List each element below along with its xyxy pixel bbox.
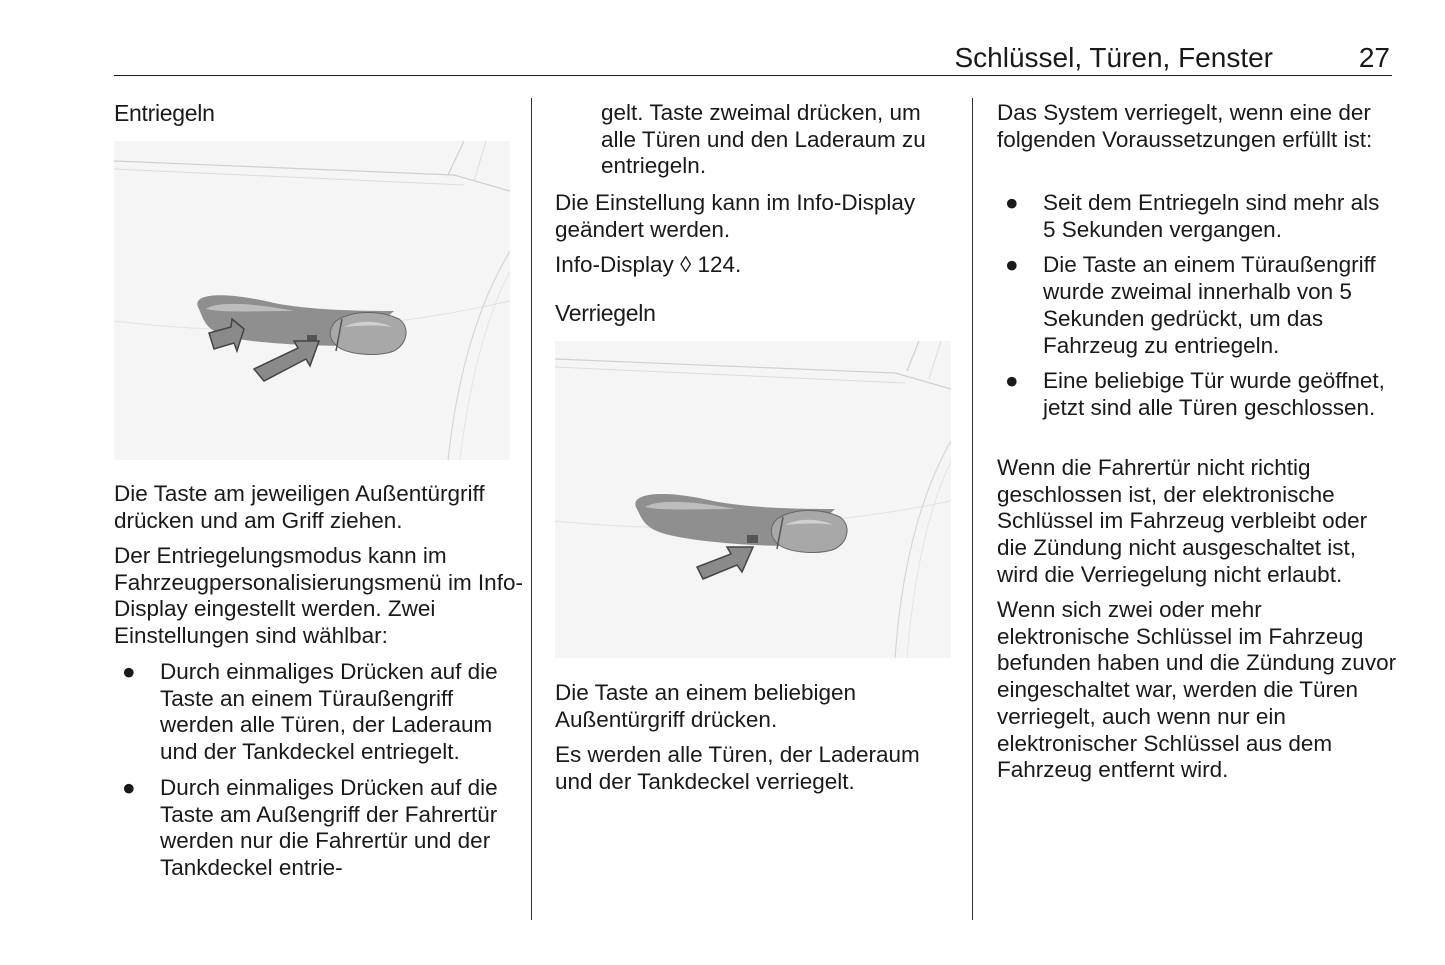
- column-divider-right: [972, 98, 973, 920]
- list-item: ● Durch einmaliges Drücken auf die Taste an einem Türaußengriff werden alle Türen, der Laderaum und der Tankdeckel entriegelt.: [122, 659, 498, 765]
- column1-bullet-list: [114, 659, 524, 882]
- section-title: Schlüssel, Türen, Fenster: [954, 42, 1273, 73]
- bullet-icon: ●: [1005, 368, 1019, 394]
- reference-arrow-icon: ◊: [680, 252, 692, 277]
- figure-unlock-handle: [114, 141, 510, 460]
- heading-entriegeln: Entriegeln: [114, 100, 215, 126]
- bullet-icon: ●: [122, 774, 136, 800]
- column3-paragraph-1: Das System verriegelt, wenn eine der folgenden Voraussetzungen erfüllt ist:: [997, 100, 1373, 152]
- figure-lock-handle: [555, 341, 951, 658]
- column-divider-left: [531, 98, 532, 920]
- column2-paragraph-3: Es werden alle Türen, der Laderaum und der Tankdeckel verriegelt.: [555, 742, 920, 794]
- column3-paragraph-3: Wenn sich zwei oder mehr elektronische Schlüssel im Fahrzeug befunden haben und die Zündung zuvor eingeschaltet war, werden die Türen verriegelt, auch wenn nur ein elektronischer Schlüssel aus dem Fahrzeug entfernt wird.: [997, 597, 1397, 783]
- page-number: 27: [1358, 42, 1390, 73]
- list-item: ● Eine beliebige Tür wurde geöffnet, jetzt sind alle Türen geschlossen.: [1005, 368, 1385, 420]
- column2-paragraph-1: Die Einstellung kann im Info-Display geändert werden.: [555, 190, 916, 242]
- reference-label: Info-Display: [555, 252, 674, 277]
- heading-verriegeln: Verriegeln: [555, 300, 656, 326]
- column1-paragraph-1: Die Taste am jeweiligen Außentürgriff drücken und am Griff ziehen.: [114, 481, 485, 533]
- column1-paragraph-2: Der Entriegelungsmodus kann im Fahrzeugpersonalisierungsmenü im Info-Display eingestellt werden. Zwei Einstellungen sind wählbar:: [114, 543, 523, 649]
- list-item: ● Durch einmaliges Drücken auf die Taste am Außengriff der Fahrertür werden nur die Fahrertür und der Tankdeckel entrie-: [122, 774, 498, 880]
- bullet-icon: ●: [1005, 190, 1019, 215]
- header-rule: [114, 75, 1392, 76]
- column3-bullet-list: [997, 190, 1397, 422]
- list-item: ● Seit dem Entriegeln sind mehr als 5 Sekunden vergangen.: [1005, 190, 1380, 242]
- column2-paragraph-2: Die Taste an einem beliebigen Außentürgriff drücken.: [555, 680, 857, 732]
- bullet-icon: ●: [122, 659, 136, 684]
- continued-bullet: gelt. Taste zweimal drücken, um alle Türen und den Laderaum zu entriegeln.: [601, 100, 926, 179]
- column3-paragraph-2: Wenn die Fahrertür nicht richtig geschlossen ist, der elektronische Schlüssel im Fahrzeug verbleibt oder die Zündung nicht ausgeschaltet ist, wird die Verriegelung nicht erlaubt.: [997, 455, 1368, 587]
- bullet-icon: ●: [1005, 252, 1019, 278]
- reference-page: 124.: [697, 252, 742, 277]
- cross-reference: [555, 252, 960, 279]
- list-item: ● Die Taste an einem Türaußengriff wurde zweimal innerhalb von 5 Sekunden gedrückt, um das Fahrzeug zu entriegeln.: [1005, 252, 1376, 358]
